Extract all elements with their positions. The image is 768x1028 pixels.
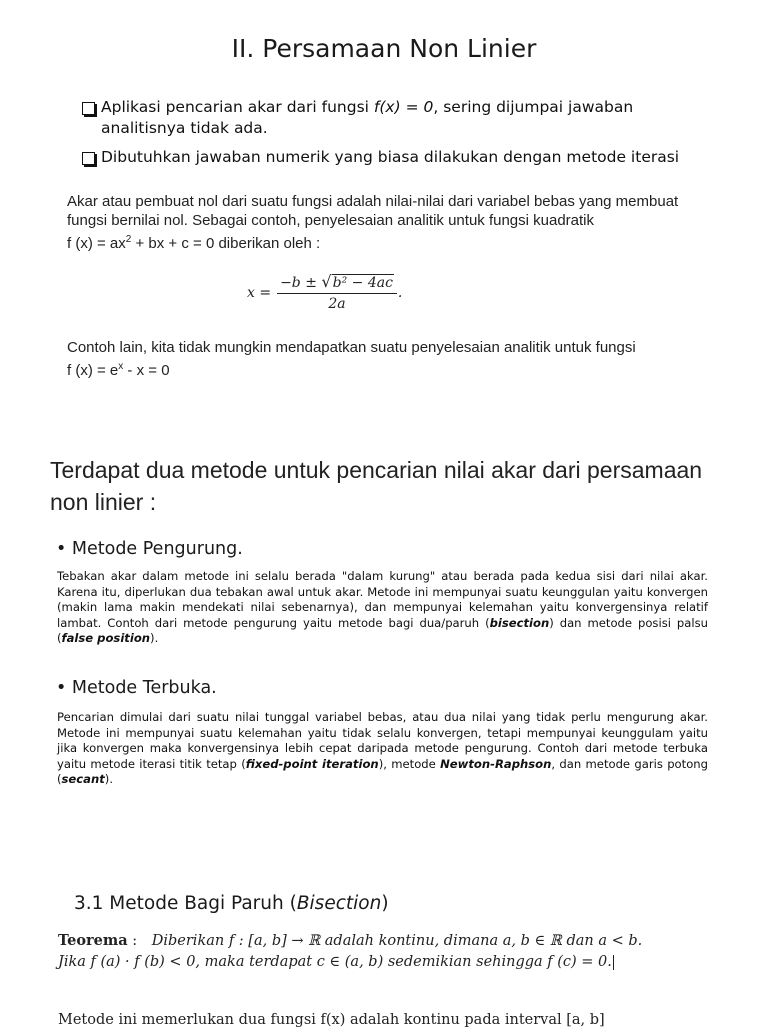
- emphasis-term: false position: [61, 631, 151, 645]
- emphasis-term: fixed-point iteration: [245, 756, 379, 771]
- checkbox-bullet-icon: [82, 102, 95, 115]
- emphasis-term: secant: [61, 772, 105, 786]
- text-part: f (x) = ax: [67, 235, 126, 252]
- method-title: • Metode Terbuka.: [56, 678, 217, 698]
- intro-paragraph: [67, 192, 737, 253]
- text-part: Pencarian dimulai dari suatu nilai tunggal variabel bebas, atau dua nilai yang tidak perlu mengurung akar. Metode ini mempunyai suatu kelemahan yaitu tidak selalu konvergen, tetapi mempunyai keunggulam yaitu jika konvergen maka konvergensinya lebih cepat daripada metode pengurung. Contoh dari metode terbuka yaitu metode iterasi titik tetap (: [57, 710, 708, 771]
- text-part: ), metode: [378, 756, 441, 771]
- formula-numerator: [277, 272, 397, 294]
- theorem-label: Teorema: [58, 932, 128, 949]
- theorem-text: Jika f (a) · f (b) < 0, maka terdapat c ∈ (a, b) sedemikian sehingga f (c) = 0.: [58, 954, 612, 970]
- text-part: , dan metode garis potong (: [57, 756, 708, 786]
- methods-heading: Terdapat dua metode untuk pencarian nilai akar dari persamaan non linier :: [50, 457, 703, 515]
- example-line: Contoh lain, kita tidak mungkin mendapatkan suatu penyelesaian analitik untuk fungsi: [67, 339, 636, 356]
- bullet-text-part: , sering dijumpai jawaban analitisnya tidak ada.: [101, 98, 634, 137]
- text-part: + bx + c = 0 diberikan oleh :: [131, 235, 321, 252]
- text-part: 3.1 Metode Bagi Paruh (: [74, 893, 297, 914]
- method-title: • Metode Pengurung.: [56, 539, 243, 559]
- text-part: ): [381, 893, 389, 914]
- superscript: x: [118, 361, 124, 372]
- text-part: ).: [104, 772, 114, 786]
- intro-line: Akar atau pembuat nol dari suatu fungsi adalah nilai-nilai dari variabel bebas yang membuat: [67, 193, 679, 210]
- sqrt-icon: √: [321, 272, 332, 291]
- bullet-text: [101, 97, 722, 139]
- text-part: ) dan metode posisi palsu (: [57, 615, 708, 645]
- bullet-item: [82, 97, 722, 139]
- text-part: :: [127, 933, 142, 949]
- example-paragraph: [67, 338, 737, 380]
- bullet-item: [82, 147, 722, 168]
- inline-formula: f(x) = 0: [373, 98, 434, 116]
- emphasis-term: bisection: [489, 615, 550, 630]
- section-heading: [74, 893, 389, 914]
- text-part: Tebakan akar dalam metode ini selalu berada "dalam kurung" atau berada pada kedua sisi dari nilai akar. Karena itu, diperlukan dua tebakan awal untuk akar. Metode ini mempunyai suatu keunggulan yaitu konvergen (makin lama makin mendekati nilai sebenarnya), dan mempunyai kelemahan yaitu konvergensinya relatif lambat. Contoh dari metode pengurung yaitu metode bagi dua/paruh (: [57, 569, 708, 630]
- page-title: II. Persamaan Non Linier: [231, 34, 537, 63]
- method-description: [57, 710, 708, 788]
- theorem-text: Diberikan f : [a, b] → ℝ adalah kontinu, dimana a, b ∈ ℝ dan a < b.: [151, 933, 643, 949]
- formula-denominator: 2a: [328, 296, 346, 312]
- checkbox-bullet-icon: [82, 152, 95, 165]
- theorem-block: [58, 930, 748, 973]
- text-part: f (x) = e: [67, 362, 119, 379]
- numerator-part: −b ±: [280, 275, 322, 291]
- text-part: - x = 0: [123, 362, 170, 379]
- bullet-text-part: Aplikasi pencarian akar dari fungsi: [101, 98, 374, 116]
- intro-line: [67, 230, 737, 253]
- emphasis-term: Bisection: [296, 893, 382, 914]
- theorem-line: [58, 952, 748, 973]
- superscript: 2: [125, 234, 132, 245]
- cutoff-text-line: Metode ini memerlukan dua fungsi f(x) adalah kontinu pada interval [a, b]: [58, 1012, 605, 1028]
- example-line: [67, 357, 737, 380]
- theorem-line: [58, 930, 748, 952]
- formula-lhs: x =: [247, 284, 272, 301]
- formula-tail: .: [397, 284, 403, 301]
- radicand: b² − 4ac: [332, 275, 393, 291]
- emphasis-term: Newton-Raphson: [440, 756, 552, 771]
- intro-line: fungsi bernilai nol. Sebagai contoh, penyelesaian analitik untuk fungsi kuadratik: [67, 212, 595, 229]
- text-cursor-icon: [613, 955, 614, 970]
- method-description: [57, 569, 708, 647]
- quadratic-formula: [246, 272, 403, 313]
- bullet-text: Dibutuhkan jawaban numerik yang biasa dilakukan dengan metode iterasi: [101, 148, 680, 166]
- text-part: ).: [150, 631, 159, 645]
